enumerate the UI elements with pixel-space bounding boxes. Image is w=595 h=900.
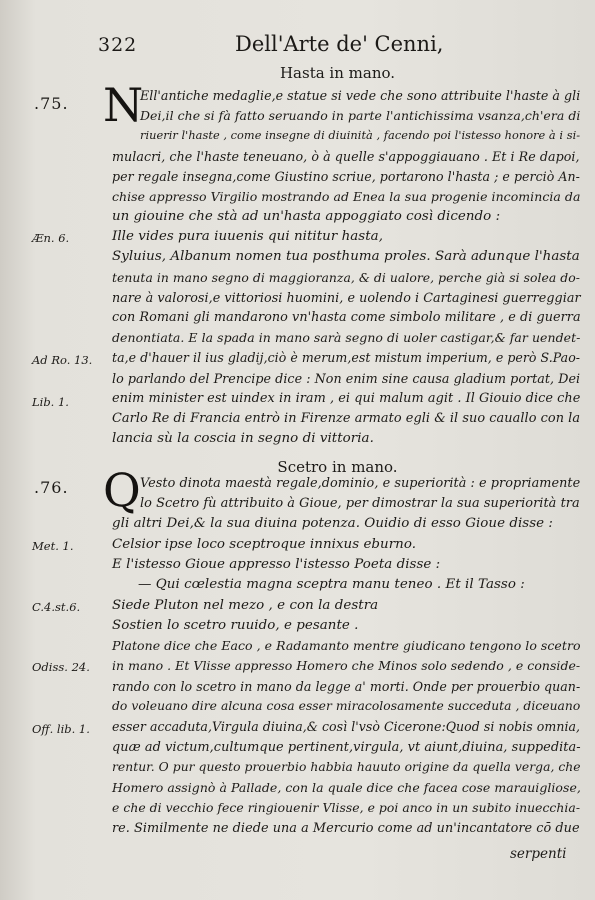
text-line: enim minister est uindex in iram , ei qui malum agit . Il Giouio dice che <box>112 391 581 406</box>
text-line: ta,e d'hauer il ius gladij,ciò è merum,est mistum imperium, e però S.Pao- <box>112 350 581 365</box>
text-line: mulacri, che l'haste teneuano, ò à quelle s'appoggiauano . Et i Re dapoi, <box>112 149 580 164</box>
text-line: Vesto dinota maestà regale,dominio, e superiorità : e propriamente <box>140 476 581 491</box>
text-line: Syluius, Albanum nomen tua posthuma proles. Sarà adunque l'hasta <box>112 249 580 264</box>
text-line: rando con lo scetro in mano da legge a' morti. Onde per prouerbio quan- <box>112 679 581 694</box>
text-line: Ille vides pura iuuenis qui nititur hasta, <box>112 229 384 244</box>
text-line: lo Scetro fù attribuito à Gioue, per dimostrar la sua superiorità tra <box>140 496 580 511</box>
text-line: Ell'antiche medaglie,e statue si vede che sono attribuite l'haste à gli <box>140 88 581 103</box>
text-line: do voleuano dire alcuna cosa esser miracolosamente succeduta , diceuano <box>112 699 581 713</box>
text-line: rentur. O pur questo prouerbio habbia hauuto origine da quella verga, che <box>112 760 581 774</box>
text-line: un giouine che stà ad un'hasta appoggiato così dicendo : <box>112 209 501 224</box>
page-number: 322 <box>98 34 138 56</box>
text-line: Siede Pluton nel mezo , e con la destra <box>112 598 379 613</box>
margin-note-met: Met. 1. <box>32 539 74 553</box>
text-line: Carlo Re di Francia entrò in Firenze armato egli & il suo cauallo con la <box>112 411 581 426</box>
margin-note-aen: Æn. 6. <box>32 231 70 245</box>
text-line: riuerir l'haste , come insegne di diuinità , facendo poi l'istesso honore à i si- <box>140 128 581 142</box>
text-line: tenuta in mano segno di maggioranza, & di ualore, perche già si solea do- <box>112 270 580 285</box>
text-line: gli altri Dei,& la sua diuina potenza. Ouidio di esso Gioue disse : <box>112 516 553 531</box>
section-number-76: .76. <box>34 478 69 497</box>
text-line: lo parlando del Prencipe dice : Non enim sine causa gladium portat, Dei <box>112 371 581 386</box>
running-title: Dell'Arte de' Cenni, <box>235 32 444 56</box>
text-line: e che di vecchio fece ringiouenir Vlisse, e poi anco in un subito inuecchia- <box>112 801 581 815</box>
text-line: nare à valorosi,e vittoriosi huomini, e uolendo i Cartaginesi guerreggiar <box>112 290 581 305</box>
text-line: in mano . Et Vlisse appresso Homero che Minos solo sedendo , e conside- <box>112 658 581 673</box>
text-line: denontiata. E la spada in mano sarà segno di uoler castigar,& far uendet- <box>112 330 581 345</box>
margin-note-adro: Ad Ro. 13. <box>32 353 93 367</box>
section-number-75: .75. <box>34 94 69 113</box>
text-line: esser accaduta,Virgula diuina,& così l'vsò Cicerone:Quod si nobis omnia, <box>112 719 581 734</box>
text-line: lancia sù la coscia in segno di vittoria. <box>112 431 374 446</box>
text-line: con Romani gli mandarono vn'hasta come simbolo militare , e di guerra <box>112 310 581 325</box>
text-line: Platone dice che Eaco , e Radamanto mentre giudicano tengono lo scetro <box>112 638 581 653</box>
margin-note-lib: Lib. 1. <box>32 395 69 409</box>
margin-note-odiss: Odiss. 24. <box>32 660 90 674</box>
text-line: chise appresso Virgilio mostrando ad Enea la sua progenie incomincia da <box>112 189 581 204</box>
text-line: Dei,il che si fà fatto seruando in parte l'antichissima vsanza,ch'era di <box>140 108 581 123</box>
text-line: Celsior ipse loco sceptroque innixus eburno. <box>112 537 417 552</box>
text-line: per regale insegna,come Giustino scriue, portarono l'hasta ; e perciò An- <box>112 169 580 184</box>
text-line: — Qui cœlestia magna sceptra manu teneo . Et il Tasso : <box>138 577 525 592</box>
text-line: E l'istesso Gioue appresso l'istesso Poeta disse : <box>112 557 441 572</box>
margin-note-off: Off. lib. 1. <box>32 722 90 736</box>
text-line: Sostien lo scetro ruuido, e pesante . <box>112 618 359 633</box>
catchword: serpenti <box>510 846 567 862</box>
text-line: re. Similmente ne diede una a Mercurio come ad un'incantatore cō due <box>112 821 580 836</box>
drop-cap-n: N <box>103 78 144 132</box>
text-line: Homero assignò à Pallade, con la quale dice che facea cose marauigliose, <box>112 780 581 795</box>
section-heading-scetro: Scetro in mano. <box>277 458 398 476</box>
margin-note-cast: C.4.st.6. <box>32 600 81 614</box>
section-heading-hasta: Hasta in mano. <box>279 64 396 82</box>
text-line: quæ ad victum,cultumque pertinent,virgula, vt aiunt,diuina, suppedita- <box>112 740 581 755</box>
page-header <box>0 30 595 60</box>
drop-cap-q: Q <box>103 463 141 517</box>
